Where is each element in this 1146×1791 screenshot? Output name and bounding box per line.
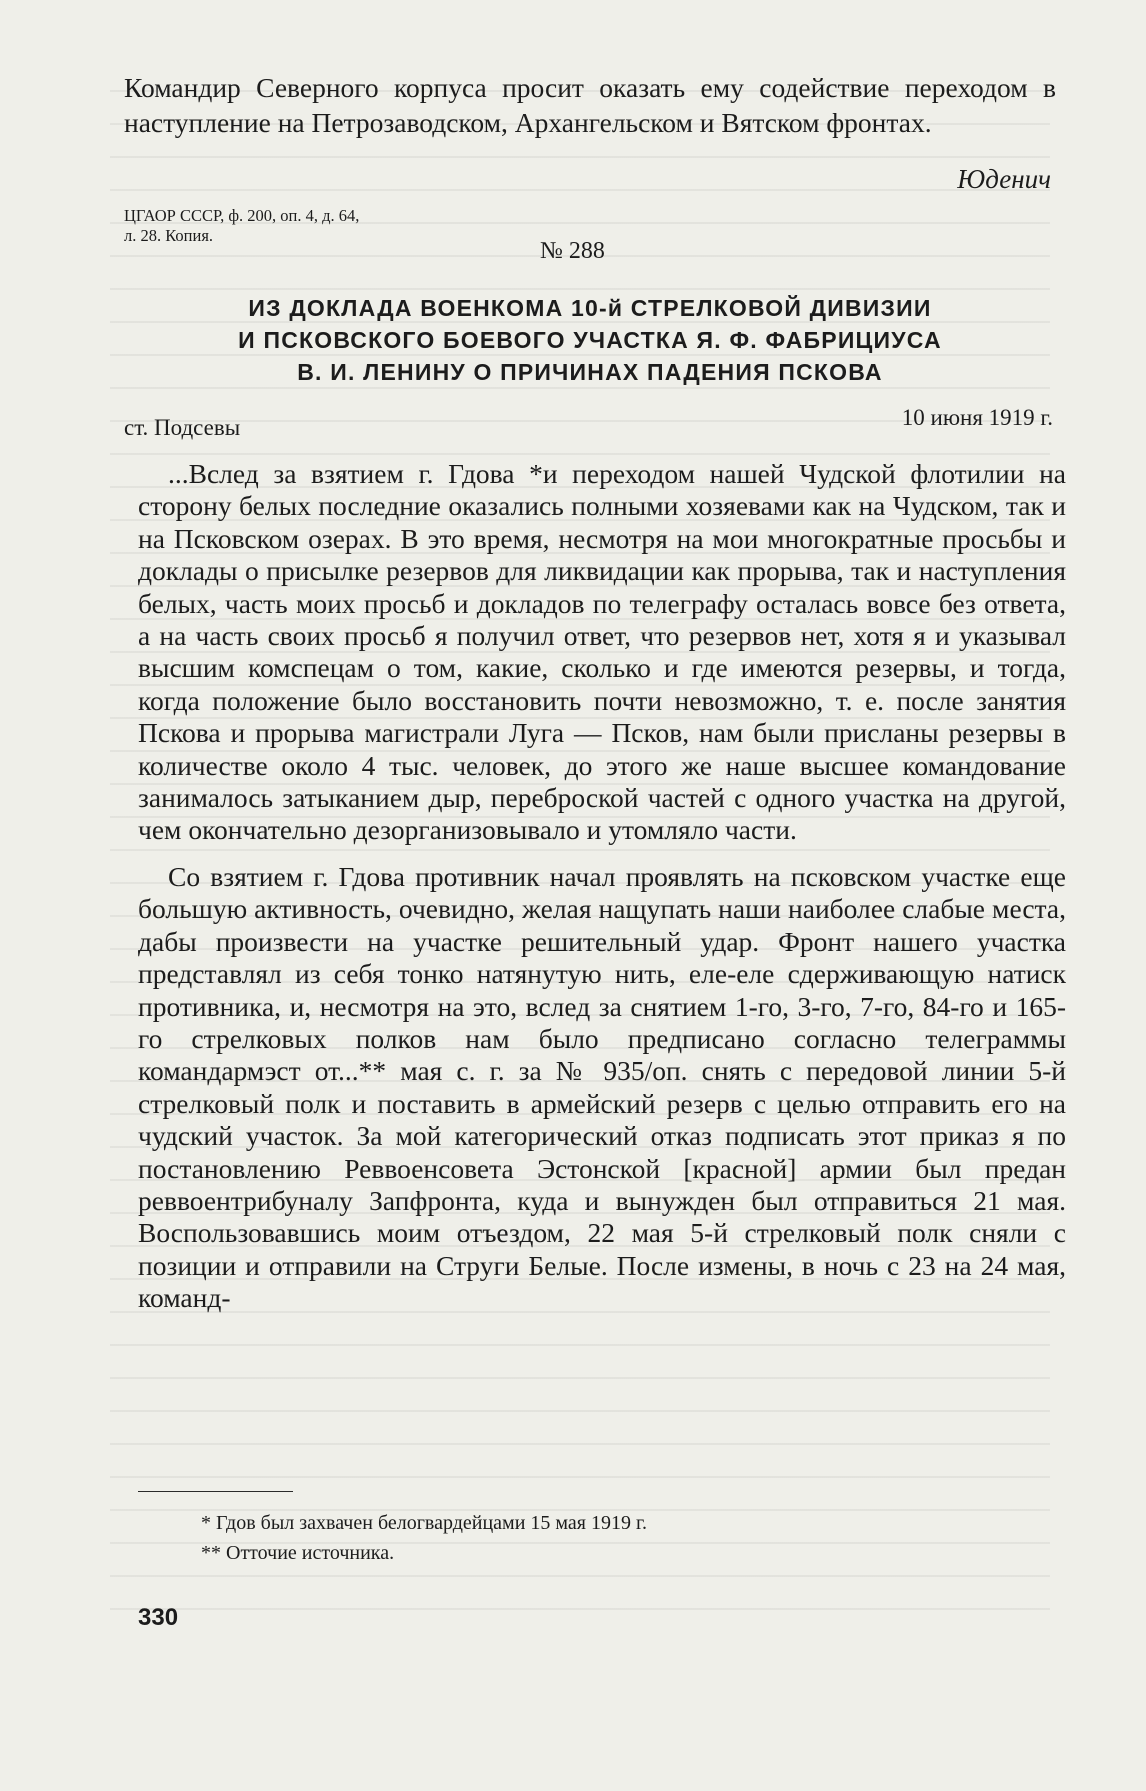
footnote-2: ** Отточие источника.: [201, 1542, 395, 1564]
archive-source: [124, 206, 359, 246]
heading-line-1: ИЗ ДОКЛАДА ВОЕНКОМА 10-й СТРЕЛКОВОЙ ДИВИЗИИ: [248, 295, 932, 321]
body-paragraph-1: ...Вслед за взятием г. Гдова *и переходом нашей Чудской флотилии на сторону белых последние оказались полными хозяевами как на Чудском, так и на Псковском озерах. В это время, несмотря на мои многократные просьбы и доклады о присылке резервов для ликвидации как прорыва, так и наступления белых, часть моих просьб и докладов по телеграфу осталась вовсе без ответа, а на часть своих просьб я получил ответ, что резервов нет, хотя я и указывал высшим комспецам о том, какие, сколько и где имеются резервы, и тогда, когда положение было восстановить почти невозможно, т. е. после занятия Пскова и прорыва магистрали Луга — Псков, нам были присланы резервы в количестве около 4 тыс. человек, до этого же наше высшее командование занималось затыканием дыр, переброской частей с одного участка на другой, чем окончательно дезорганизовывало и утомляло части.: [138, 458, 1066, 846]
archive-source-line-2: л. 28. Копия.: [124, 226, 214, 245]
footnote-1: * Гдов был захвачен белогвардейцами 15 мая 1919 г.: [201, 1512, 647, 1534]
document-place: ст. Подсевы: [124, 415, 241, 440]
page-number: 330: [138, 1604, 179, 1631]
document-date: 10 июня 1919 г.: [901, 405, 1053, 430]
archive-source-line-1: ЦГАОР СССР, ф. 200, оп. 4, д. 64,: [124, 206, 360, 225]
footnote-divider: [138, 1491, 293, 1492]
heading-line-2: И ПСКОВСКОГО БОЕВОГО УЧАСТКА Я. Ф. ФАБРИЦИУСА: [238, 327, 942, 353]
document-heading: [150, 292, 1030, 388]
footnotes: [201, 1508, 647, 1568]
document-number: № 288: [540, 238, 605, 264]
intro-paragraph: Командир Северного корпуса просит оказать ему содействие переходом в наступление на Петрозаводском, Архангельском и Вятском фронтах.: [124, 72, 1056, 138]
heading-line-3: В. И. ЛЕНИНУ О ПРИЧИНАХ ПАДЕНИЯ ПСКОВА: [297, 359, 883, 385]
document-body: [138, 458, 1066, 1315]
body-paragraph-2: Со взятием г. Гдова противник начал проявлять на псковском участке еще большую активность, очевидно, желая нащупать наши наиболее слабые места, дабы произвести на участке решительный удар. Фронт нашего участка представлял из себя тонко натянутую нить, еле-еле сдерживающую натиск противника, и, несмотря на это, вслед за снятием 1-го, 3-го, 7-го, 84-го и 165-го стрелковых полков нам было предписано согласно телеграммы командармэст от...** мая с. г. за № 935/оп. снять с передовой линии 5-й стрелковый полк и поставить в армейский резерв с целью отправить его на чудский участок. За мой категорический отказ подписать этот приказ я по постановлению Реввоенсовета Эстонской [красной] армии был предан реввоентрибуналу Запфронта, куда и вынужден был отправиться 21 мая. Воспользовавшись моим отъездом, 22 мая 5-й стрелковый полк сняли с позиции и отправили на Струги Белые. После измены, в ночь с 23 на 24 мая, команд-: [138, 860, 1066, 1314]
signature: Юденич: [957, 164, 1051, 194]
